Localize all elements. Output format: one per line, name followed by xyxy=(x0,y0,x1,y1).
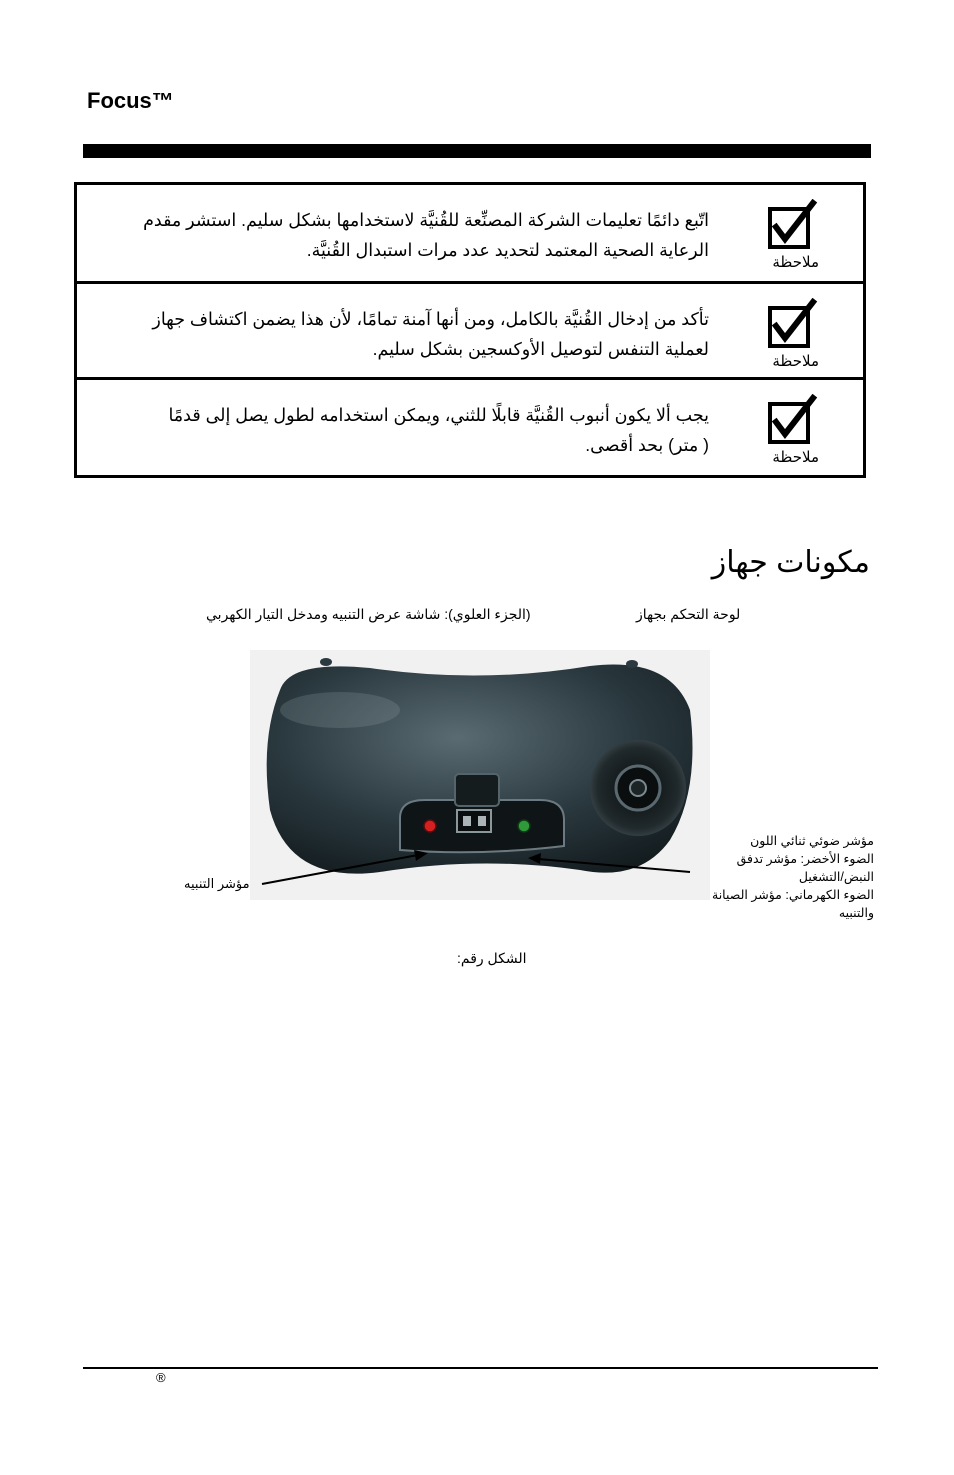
annotation-line: الضوء الأخضر: مؤشر تدفق xyxy=(736,852,874,866)
brand-title: Focus™ xyxy=(87,88,174,113)
header-rule xyxy=(83,144,871,158)
figure-caption-left: (الجزء العلوي): شاشة عرض التنبيه ومدخل التيار الكهربي xyxy=(206,606,531,622)
annotation-line: الضوء الكهرماني: مؤشر الصيانة xyxy=(712,888,874,902)
note-row xyxy=(77,377,863,473)
annotation-status-led xyxy=(690,832,874,922)
note-line: اتّبع دائمًا تعليمات الشركة المصنِّعة للقُنيَّة لاستخدامها بشكل سليم. استشر مقدم xyxy=(143,210,709,230)
note-line: الرعاية الصحية المعتمد لتحديد عدد مرات استبدال القُنيَّة. xyxy=(306,240,709,260)
note-line: ( متر) بحد أقصى. xyxy=(585,435,709,455)
registered-mark: ® xyxy=(156,1370,166,1385)
figure-caption-right: لوحة التحكم بجهاز xyxy=(636,606,741,622)
annotation-line: النبض/التشغيل xyxy=(798,870,874,884)
notes-table xyxy=(74,182,866,478)
footer-rule xyxy=(83,1367,878,1369)
checkbox-checked-icon xyxy=(767,298,819,350)
note-label: ملاحظة xyxy=(772,353,819,370)
annotation-alert-led: مؤشر التنبيه xyxy=(184,876,250,891)
figure-label: الشكل رقم: xyxy=(457,950,527,966)
note-line: يجب ألا يكون أنبوب القُنيَّة قابلًا للثني، ويمكن استخدامه لطول يصل إلى قدمًا xyxy=(168,405,709,425)
note-line: تأكد من إدخال القُنيَّة بالكامل، ومن أنها آمنة تمامًا، لأن هذا يضمن اكتشاف جهاز xyxy=(152,309,709,329)
annotation-line: والتنبيه xyxy=(838,906,874,920)
section-title: مكونات جهاز xyxy=(711,546,870,579)
note-row xyxy=(77,185,863,281)
device-photo xyxy=(250,650,710,900)
note-text xyxy=(99,400,709,460)
note-label: ملاحظة xyxy=(772,449,819,466)
note-row xyxy=(77,281,863,377)
note-line: لعملية التنفس لتوصيل الأوكسجين بشكل سليم. xyxy=(372,339,709,359)
checkbox-checked-icon xyxy=(767,199,819,251)
note-text xyxy=(99,304,709,364)
annotation-line: مؤشر ضوئي ثنائي اللون xyxy=(750,834,874,848)
note-label: ملاحظة xyxy=(772,254,819,271)
note-text xyxy=(99,205,709,265)
checkbox-checked-icon xyxy=(767,394,819,446)
